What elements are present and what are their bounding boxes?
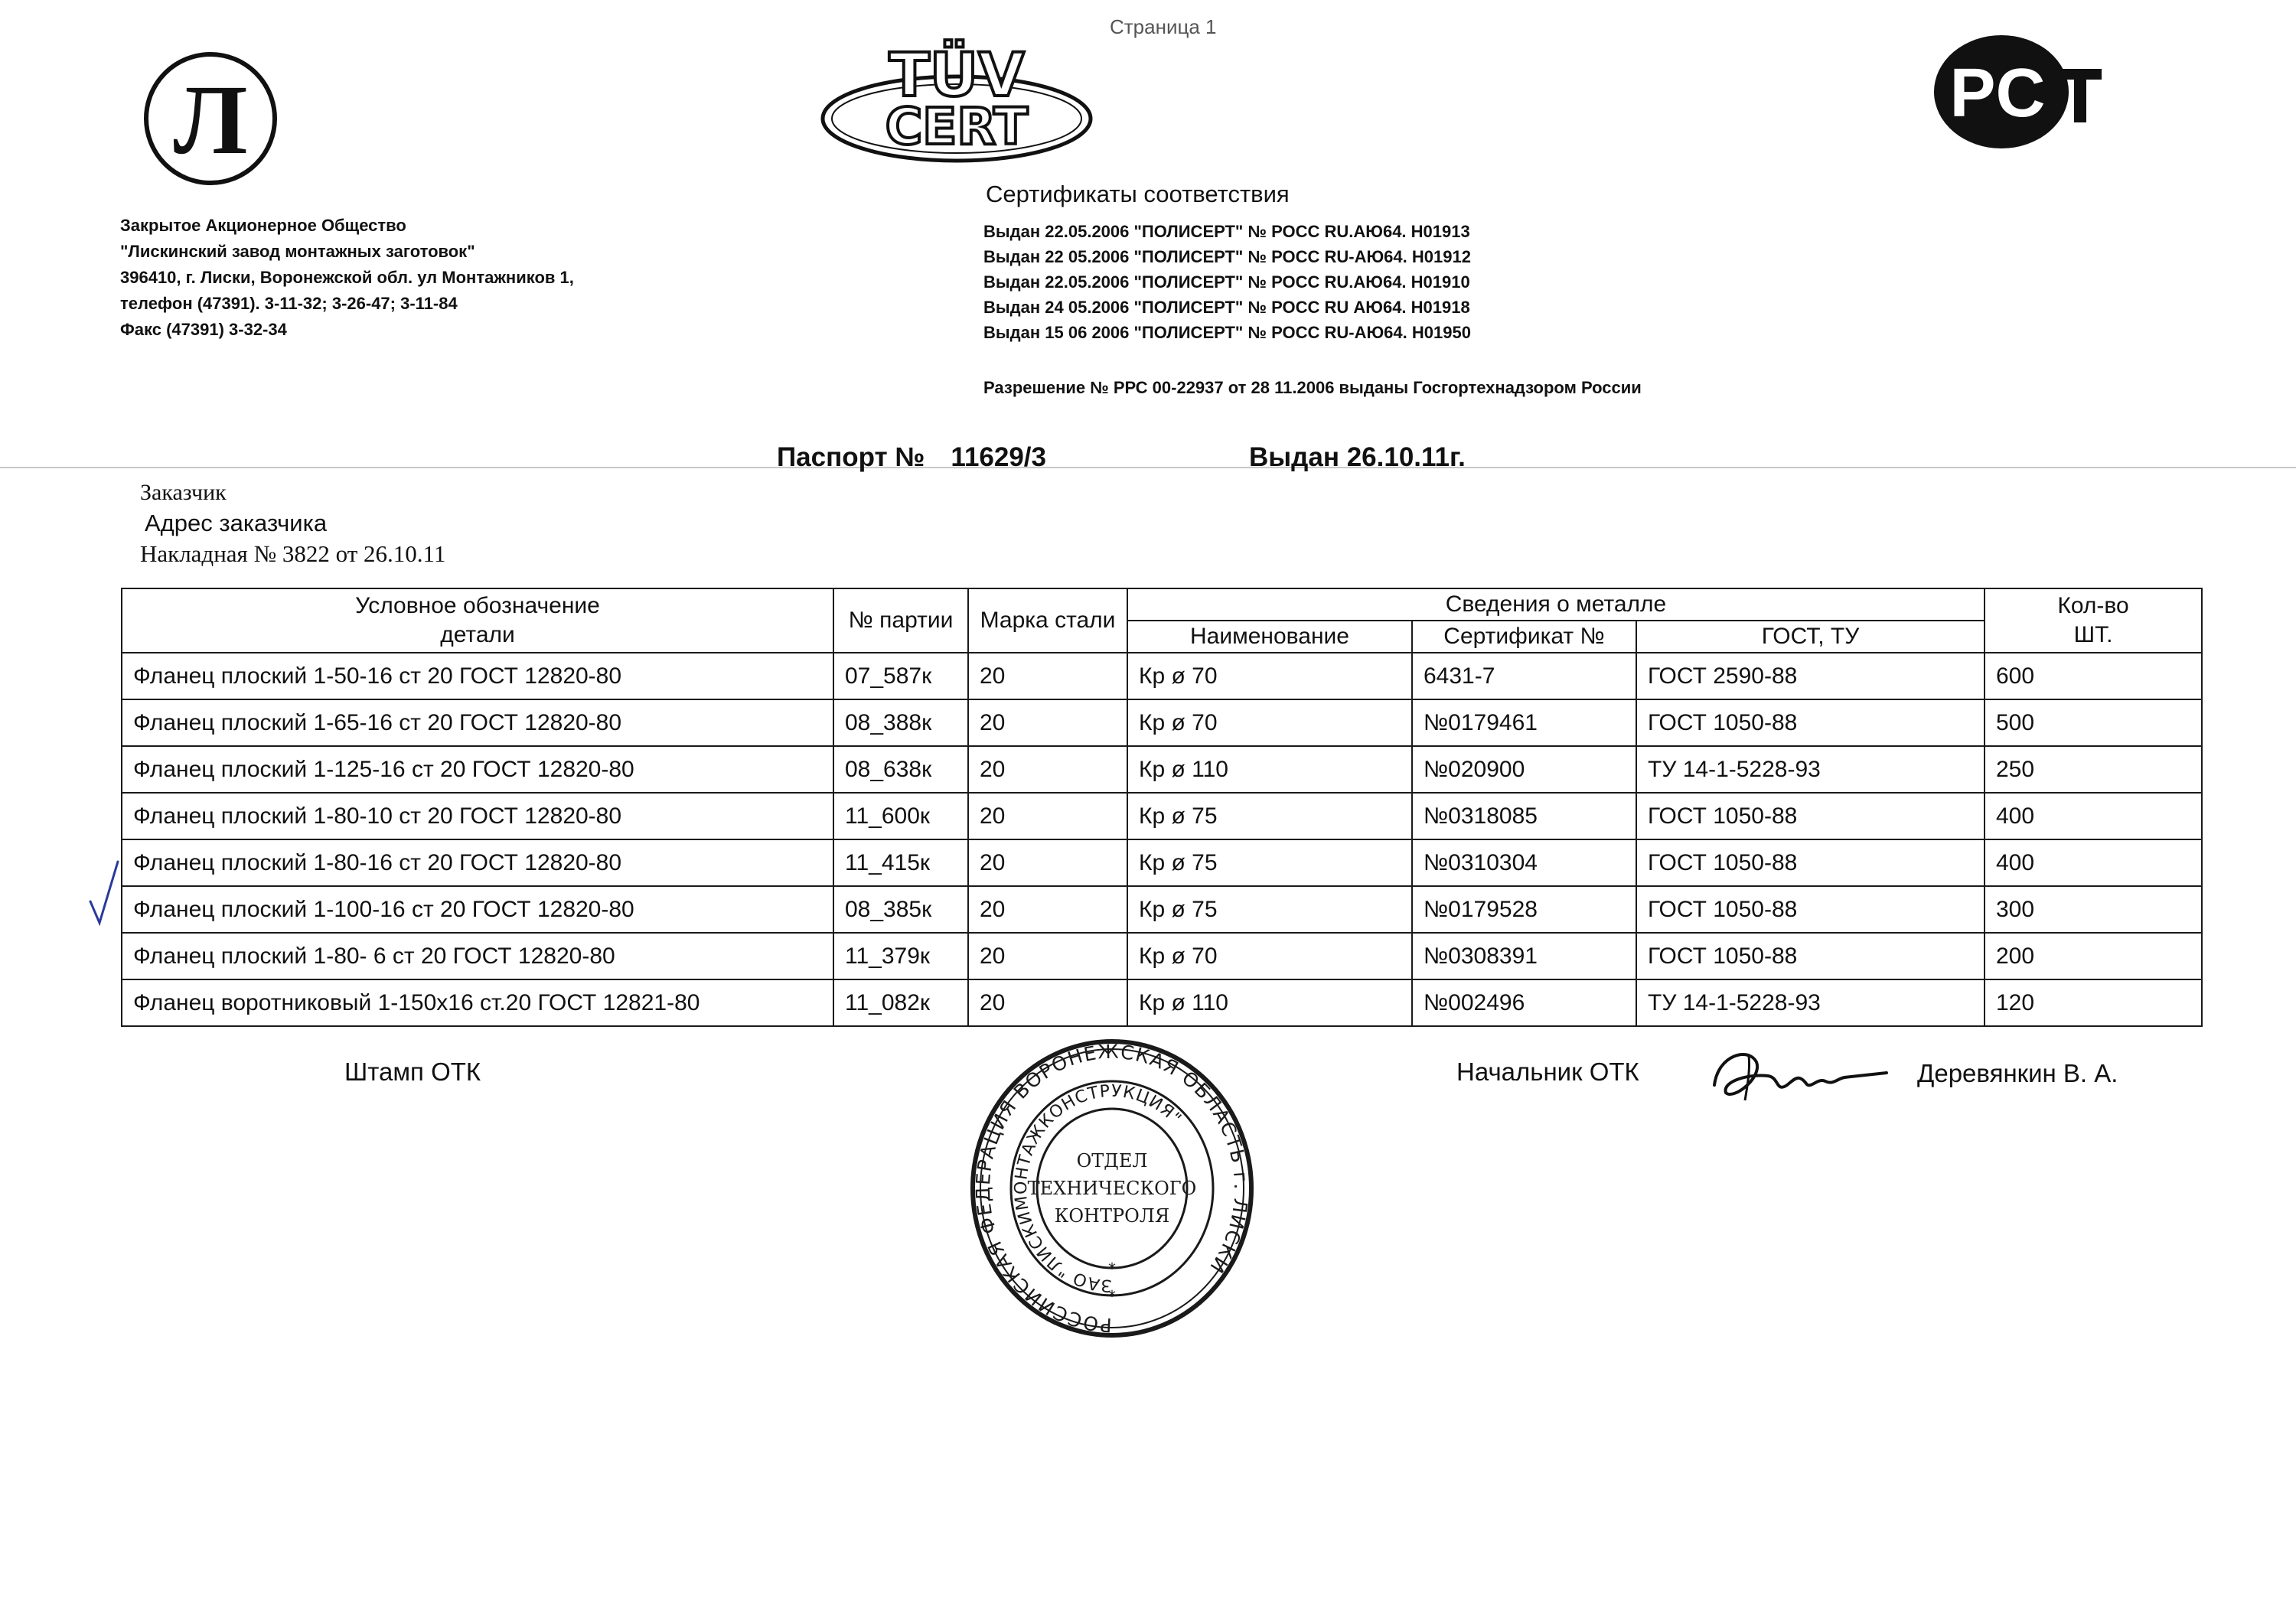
cell-steel-grade: 20: [968, 793, 1127, 839]
header-quantity-line: ШТ.: [2073, 622, 2113, 647]
cell-certificate: 6431-7: [1412, 653, 1636, 699]
cell-gost: ГОСТ 1050-88: [1636, 699, 1985, 746]
cell-quantity: 500: [1985, 699, 2202, 746]
logo-letter: Л: [173, 65, 248, 175]
seal-outer-path: РОССИЙСКАЯ ФЕДЕРАЦИЯ ВОРОНЕЖСКАЯ ОБЛАСТЬ г. ЛИСКИ: [971, 1040, 1253, 1337]
table-row: [122, 746, 2202, 793]
cell-designation: Фланец плоский 1-80-16 ст 20 ГОСТ 12820-80: [122, 839, 833, 886]
cell-steel-grade: 20: [968, 653, 1127, 699]
customer-address-label: Адрес заказчика: [145, 510, 328, 536]
cell-batch: 07_587к: [833, 653, 968, 699]
header-designation: [122, 588, 833, 653]
cell-batch: 11_082к: [833, 979, 968, 1026]
cell-metal-name: Кр ø 75: [1127, 839, 1412, 886]
cell-designation: Фланец воротниковый 1-150х16 ст.20 ГОСТ 12821-80: [122, 979, 833, 1026]
company-line: Факс (47391) 3-32-34: [120, 320, 287, 339]
table-row: [122, 886, 2202, 933]
cell-metal-name: Кр ø 70: [1127, 933, 1412, 979]
cell-certificate: №002496: [1412, 979, 1636, 1026]
cell-gost: ГОСТ 1050-88: [1636, 933, 1985, 979]
cell-metal-name: Кр ø 110: [1127, 746, 1412, 793]
cell-gost: ГОСТ 1050-88: [1636, 886, 1985, 933]
company-info: [120, 213, 574, 343]
tuv-cert-logo: [819, 31, 1094, 168]
seal-center-line: ТЕХНИЧЕСКОГО: [1027, 1178, 1197, 1199]
cell-metal-name: Кр ø 70: [1127, 699, 1412, 746]
cell-batch: 11_600к: [833, 793, 968, 839]
header-batch: № партии: [833, 588, 968, 653]
pct-letters: PC: [1949, 55, 2046, 132]
cell-certificate: №0179461: [1412, 699, 1636, 746]
certificate-line: Выдан 22.05.2006 "ПОЛИСЕРТ" № РОСС RU.АЮ64. Н01910: [983, 272, 1470, 292]
header-designation-line: детали: [440, 622, 515, 647]
seal-star-icon: *: [1108, 1260, 1116, 1278]
cell-designation: Фланец плоский 1-65-16 ст 20 ГОСТ 12820-80: [122, 699, 833, 746]
header-metal-name: Наименование: [1127, 621, 1412, 653]
table-row: [122, 839, 2202, 886]
cell-steel-grade: 20: [968, 979, 1127, 1026]
table-row: [122, 933, 2202, 979]
cell-batch: 08_638к: [833, 746, 968, 793]
cell-certificate: №0179528: [1412, 886, 1636, 933]
passport-title: [777, 442, 1046, 473]
certificate-line: Выдан 22 05.2006 "ПОЛИСЕРТ" № РОСС RU-АЮ64. Н01912: [983, 247, 1471, 266]
cell-certificate: №0318085: [1412, 793, 1636, 839]
table-header-row: [122, 588, 2202, 621]
cell-certificate: №0310304: [1412, 839, 1636, 886]
passport-table: [121, 588, 2203, 1027]
cell-designation: Фланец плоский 1-100-16 ст 20 ГОСТ 12820-80: [122, 886, 833, 933]
cell-batch: 11_379к: [833, 933, 968, 979]
cell-designation: Фланец плоский 1-80- 6 ст 20 ГОСТ 12820-80: [122, 933, 833, 979]
otk-seal-stamp: [967, 1035, 1257, 1341]
cell-designation: Фланец плоский 1-80-10 ст 20 ГОСТ 12820-80: [122, 793, 833, 839]
cell-gost: ГОСТ 1050-88: [1636, 793, 1985, 839]
cell-gost: ГОСТ 2590-88: [1636, 653, 1985, 699]
cell-gost: ТУ 14-1-5228-93: [1636, 746, 1985, 793]
cell-quantity: 250: [1985, 746, 2202, 793]
cert-text: CERT: [885, 97, 1029, 156]
header-designation-line: Условное обозначение: [355, 593, 600, 618]
table-row: [122, 699, 2202, 746]
customer-label: Заказчик: [140, 480, 227, 505]
permit-line: Разрешение № РРС 00-22937 от 28 11.2006 выданы Госгортехнадзором России: [983, 378, 1642, 397]
header-quantity: [1985, 588, 2202, 653]
cell-certificate: №020900: [1412, 746, 1636, 793]
company-logo-l: [142, 50, 279, 187]
seal-star-icon: *: [1108, 1287, 1116, 1305]
cell-metal-name: Кр ø 110: [1127, 979, 1412, 1026]
cell-metal-name: Кр ø 75: [1127, 793, 1412, 839]
company-line: 396410, г. Лиски, Воронежской обл. ул Монтажников 1,: [120, 268, 574, 287]
cell-steel-grade: 20: [968, 746, 1127, 793]
cell-quantity: 400: [1985, 839, 2202, 886]
certificates-list: [983, 219, 1471, 345]
cell-steel-grade: 20: [968, 933, 1127, 979]
signature: [1703, 1039, 1894, 1108]
passport-label: Паспорт №: [777, 442, 925, 472]
pct-certification-logo: [1929, 31, 2105, 153]
cell-designation: Фланец плоский 1-125-16 ст 20 ГОСТ 12820-80: [122, 746, 833, 793]
cell-batch: 08_388к: [833, 699, 968, 746]
cell-quantity: 600: [1985, 653, 2202, 699]
cell-certificate: №0308391: [1412, 933, 1636, 979]
cell-metal-name: Кр ø 70: [1127, 653, 1412, 699]
check-mark-icon: [84, 857, 122, 926]
table-row: [122, 979, 2202, 1026]
header-certificate: Сертификат №: [1412, 621, 1636, 653]
certificate-line: Выдан 15 06 2006 "ПОЛИСЕРТ" № РОСС RU-АЮ64. Н01950: [983, 323, 1471, 342]
passport-issued-date: Выдан 26.10.11г.: [1249, 442, 1466, 472]
seal-center-line: ОТДЕЛ: [1076, 1150, 1148, 1172]
certificate-line: Выдан 24 05.2006 "ПОЛИСЕРТ" № РОСС RU АЮ64. Н01918: [983, 298, 1470, 317]
table-body: [122, 653, 2202, 1026]
cell-steel-grade: 20: [968, 699, 1127, 746]
company-line: Закрытое Акционерное Общество: [120, 216, 406, 235]
cell-batch: 08_385к: [833, 886, 968, 933]
header-quantity-line: Кол-во: [2057, 593, 2129, 618]
cell-gost: ГОСТ 1050-88: [1636, 839, 1985, 886]
tuv-text: TÜV: [889, 41, 1025, 110]
cell-metal-name: Кр ø 75: [1127, 886, 1412, 933]
page-number-header: Страница 1: [1110, 15, 1217, 38]
table-row: [122, 793, 2202, 839]
header-gost: ГОСТ, ТУ: [1636, 621, 1985, 653]
chief-otk-label: Начальник ОТК: [1456, 1058, 1639, 1086]
cell-steel-grade: 20: [968, 886, 1127, 933]
table-row: [122, 653, 2202, 699]
seal-inner-path: ЗАО "ЛИСКИМОНТАЖКОНСТРУКЦИЯ": [1011, 1081, 1186, 1295]
header-metal-info: Сведения о металле: [1127, 588, 1985, 621]
header-steel-grade: Марка стали: [968, 588, 1127, 653]
cell-quantity: 400: [1985, 793, 2202, 839]
passport-number: 11629/3: [951, 442, 1046, 472]
invoice-line: Накладная № 3822 от 26.10.11: [140, 540, 446, 567]
chief-otk-name: Деревянкин В. А.: [1917, 1059, 2118, 1087]
seal-center-line: КОНТРОЛЯ: [1054, 1205, 1170, 1227]
cell-designation: Фланец плоский 1-50-16 ст 20 ГОСТ 12820-80: [122, 653, 833, 699]
cell-gost: ТУ 14-1-5228-93: [1636, 979, 1985, 1026]
company-line: "Лискинский завод монтажных заготовок": [120, 242, 475, 261]
cell-steel-grade: 20: [968, 839, 1127, 886]
certificates-title: Сертификаты соответствия: [986, 181, 1290, 207]
cell-batch: 11_415к: [833, 839, 968, 886]
certificate-line: Выдан 22.05.2006 "ПОЛИСЕРТ" № РОСС RU.АЮ64. Н01913: [983, 222, 1470, 241]
stamp-otk-label: Штамп ОТК: [344, 1058, 481, 1086]
cell-quantity: 300: [1985, 886, 2202, 933]
company-line: телефон (47391). 3-11-32; 3-26-47; 3-11-84: [120, 294, 458, 313]
divider-line: [0, 467, 2296, 468]
cell-quantity: 120: [1985, 979, 2202, 1026]
cell-quantity: 200: [1985, 933, 2202, 979]
